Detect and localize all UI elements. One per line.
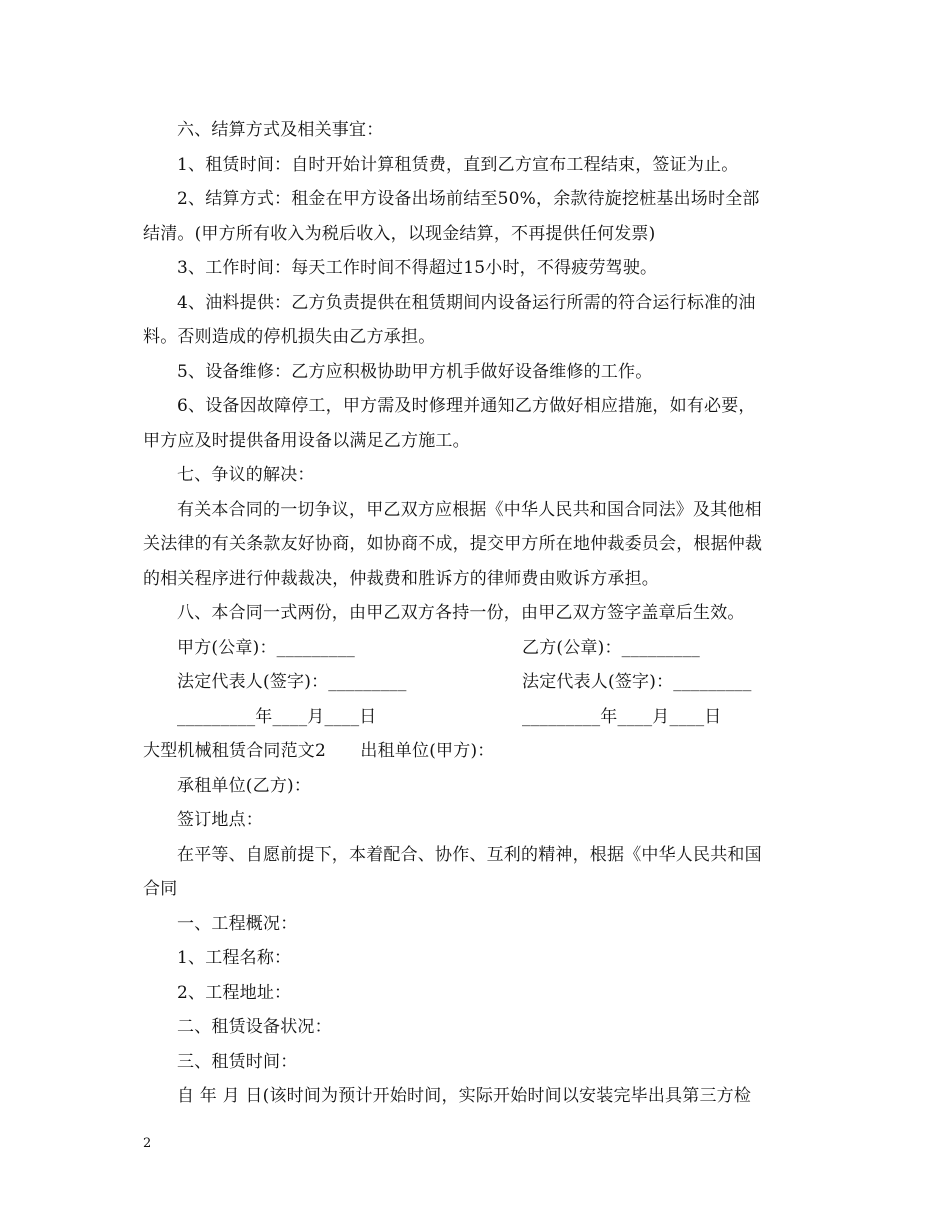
party-b-seal: 乙方(公章)：_________ [522,638,700,658]
lessee-unit: 承租单位(乙方)： [177,776,312,796]
clause-settlement-method: 2、结算方式：租金在甲方设备出场前结至50%，余款待旋挖桩基出场时全部 [177,189,760,209]
signing-location: 签订地点： [177,810,263,830]
clause-breakdown: 6、设备因故障停工，甲方需及时修理并通知乙方做好相应措施，如有必要， [177,396,756,416]
clause-working-time: 3、工作时间：每天工作时间不得超过15小时，不得疲劳驾驶。 [177,258,658,278]
clause-dispute-cont-2: 的相关程序进行仲裁裁决，仲裁费和胜诉方的律师费由败诉方承担。 [143,569,659,589]
contract-2-title: 大型机械租赁合同范文2 出租单位(甲方)： [143,741,495,761]
section-heading-dispute: 七、争议的解决： [177,465,315,485]
clause-fuel-supply: 4、油料提供：乙方负责提供在租赁期间内设备运行所需的符合运行标准的油 [177,293,756,313]
party-a-date: _________年____月____日 [177,707,377,727]
section-heading-settlement: 六、结算方式及相关事宜： [177,120,384,140]
clause-copies: 八、本合同一式两份，由甲乙双方各持一份，由甲乙双方签字盖章后生效。 [177,603,745,623]
clause-dispute-cont-1: 关法律的有关条款友好协商，如协商不成，提交甲方所在地仲裁委员会，根据仲裁 [143,534,763,554]
party-a-seal: 甲方(公章)：_________ [177,638,355,658]
clause-settlement-method-cont: 结清。(甲方所有收入为税后收入，以现金结算，不再提供任何发票) [143,224,656,244]
section-heading-lease-time: 三、租赁时间： [177,1052,298,1072]
clause-breakdown-cont: 甲方应及时提供备用设备以满足乙方施工。 [143,431,470,451]
party-a-representative: 法定代表人(签字)：_________ [177,672,407,692]
clause-lease-time: 1、租赁时间：自时开始计算租赁费，直到乙方宣布工程结束，签证为止。 [177,155,739,175]
lease-start-clause: 自 年 月 日(该时间为预计开始时间，实际开始时间以安装完毕出具第三方检 [177,1086,752,1106]
page-number: 2 [143,1136,152,1151]
preamble: 在平等、自愿前提下，本着配合、协作、互利的精神，根据《中华人民共和国 [177,845,762,865]
section-heading-equipment: 二、租赁设备状况： [177,1017,332,1037]
clause-maintenance: 5、设备维修：乙方应积极协助甲方机手做好设备维修的工作。 [177,362,653,382]
clause-fuel-supply-cont: 料。否则造成的停机损失由乙方承担。 [143,327,436,347]
party-b-representative: 法定代表人(签字)：_________ [522,672,752,692]
project-address: 2、工程地址： [177,983,292,1003]
preamble-cont: 合同 [143,879,178,899]
clause-dispute: 有关本合同的一切争议，甲乙双方应根据《中华人民共和国合同法》及其他相 [177,500,762,520]
section-heading-project-overview: 一、工程概况： [177,914,298,934]
project-name: 1、工程名称： [177,948,292,968]
party-b-date: _________年____月____日 [522,707,722,727]
